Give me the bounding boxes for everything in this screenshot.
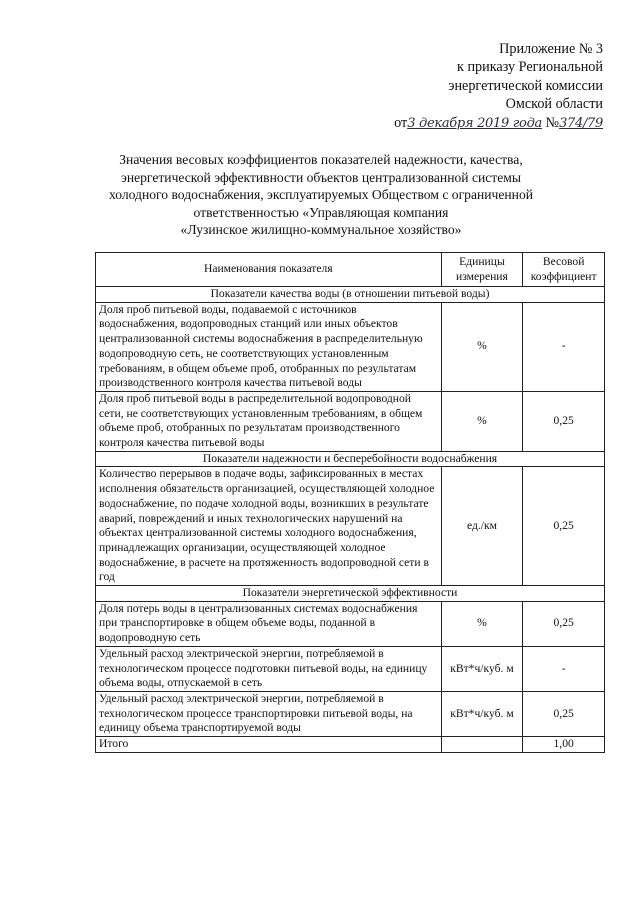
row-weight: - (523, 646, 605, 691)
table-row (96, 467, 605, 586)
row-name: Доля потерь воды в централизованных системах водоснабжения при транспортировке в общем объеме воды, поданной в водопроводную сеть (96, 601, 442, 646)
appendix-line-4: Омской области (505, 96, 603, 113)
header-unit (441, 253, 523, 287)
document-title (88, 151, 554, 239)
appendix-block (394, 40, 603, 133)
title-line-1: Значения весовых коэффициентов показателей надежности, качества, (119, 152, 523, 167)
table-row (96, 691, 605, 736)
title-line-2: энергетической эффективности объектов централизованной системы (120, 169, 522, 185)
row-weight: - (523, 302, 605, 391)
row-weight: 0,25 (523, 391, 605, 451)
title-line-4: ответственностью «Управляющая компания (193, 204, 449, 220)
row-unit: % (441, 601, 523, 646)
appendix-line-2: к приказу Региональной (457, 59, 603, 76)
row-unit: кВт*ч/куб. м (441, 691, 523, 736)
row-unit: % (441, 391, 523, 451)
number-label: № (545, 114, 560, 131)
header-unit-line-1: Единицы (459, 254, 505, 268)
header-unit-line-2: измерения (456, 269, 508, 283)
total-row (96, 737, 605, 753)
table-header-row (96, 253, 605, 287)
header-weight-line-1: Весовой (542, 254, 585, 268)
table-row (96, 601, 605, 646)
section-title-reliability: Показатели надежности и бесперебойности водоснабжения (96, 451, 605, 467)
from-label: от (394, 114, 408, 131)
table-row (96, 391, 605, 451)
table-row (96, 646, 605, 691)
total-label: Итого (96, 737, 442, 753)
total-unit (441, 737, 523, 753)
handwritten-date: 3 декабря 2019 года (407, 115, 542, 131)
row-name: Доля проб питьевой воды в распределительной водопроводной сети, не соответствующих установленным требованиям, в общем объеме проб, отобранных по результатам производственного контроля качества питьевой воды (96, 391, 442, 451)
row-weight: 0,25 (523, 467, 605, 586)
handwritten-number: 374/79 (559, 115, 603, 131)
row-weight: 0,25 (523, 691, 605, 736)
section-title-water-quality: Показатели качества воды (в отношении питьевой воды) (96, 287, 605, 303)
coefficients-table (95, 252, 605, 753)
header-weight (523, 253, 605, 287)
row-unit: ед./км (441, 467, 523, 586)
appendix-line-3: энергетической комиссии (448, 77, 603, 94)
row-name: Удельный расход электрической энергии, потребляемой в технологическом процессе транспортировки питьевой воды, на единицу объема транспортируемой воды (96, 691, 442, 736)
row-unit: % (441, 302, 523, 391)
appendix-line-1: Приложение № 3 (499, 41, 603, 57)
header-weight-line-2: коэффициент (530, 269, 597, 283)
row-name: Количество перерывов в подаче воды, зафиксированных в местах исполнения обязательств организацией, осуществляющей холодное водоснабжение, по подаче холодной воды, возникших в результате аварий, повреждений и иных технологических нарушений на объектах централизованной системы холодного водоснабжения, принадлежащих организации, осуществляющей холодное водоснабжение, в расчете на протяженность водопроводной сети в год (96, 467, 442, 586)
title-line-3: холодного водоснабжения, эксплуатируемых Обществом с ограниченной (108, 187, 534, 203)
total-weight: 1,00 (523, 737, 605, 753)
row-weight: 0,25 (523, 601, 605, 646)
section-title-energy: Показатели энергетической эффективности (96, 586, 605, 602)
row-name: Доля проб питьевой воды, подаваемой с источников водоснабжения, водопроводных станций или иных объектов централизованной системы водоснабжения в распределительную водопроводную сеть, не соответствующих установленным требованиям, в общем объеме проб, отобранных по результатам производственного контроля качества питьевой воды (96, 302, 442, 391)
row-name: Удельный расход электрической энергии, потребляемой в технологическом процессе подготовки питьевой воды, на единицу объема воды, отпускаемой в сеть (96, 646, 442, 691)
header-name: Наименования показателя (96, 253, 442, 287)
row-unit: кВт*ч/куб. м (441, 646, 523, 691)
section-row (96, 287, 605, 303)
title-line-5: «Лузинское жилищно-коммунальное хозяйство» (180, 222, 462, 238)
section-row (96, 586, 605, 602)
order-date-line (394, 114, 603, 133)
table-row (96, 302, 605, 391)
section-row (96, 451, 605, 467)
